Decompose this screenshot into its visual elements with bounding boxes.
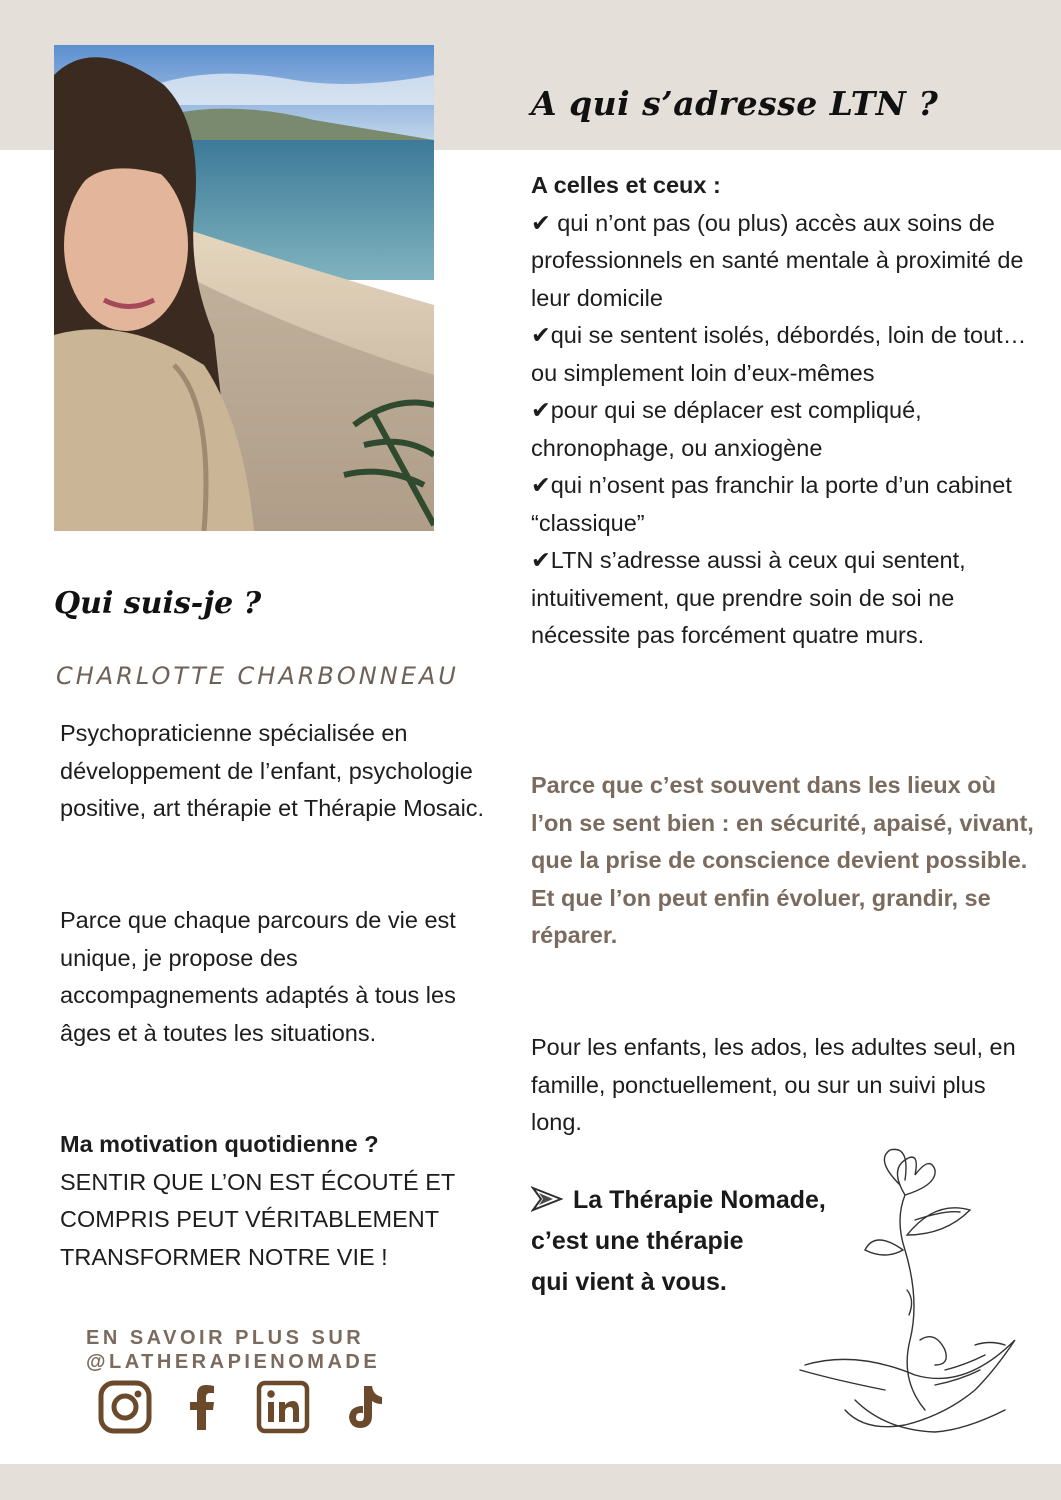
bio-paragraph-1: Psychopraticienne spécialisée en développement de l’enfant, psychologie positive, art thérapie et Thérapie Mosaic.	[60, 720, 485, 821]
play-arrow-icon	[531, 1186, 563, 1212]
closing-line-3: qui vient à vous.	[531, 1268, 727, 1296]
more-line-2[interactable]: @LATHERAPIENOMADE	[86, 1351, 381, 1373]
profile-heading: Qui suis-je ?	[54, 586, 262, 621]
because-paragraph: Parce que c’est souvent dans les lieux où l’on se sent bien : en sécurité, apaisé, vivant, que la prise de conscience devient possible. Et que l’on peut enfin évoluer, grandir, se réparer.	[531, 772, 1034, 948]
tiktok-icon[interactable]	[342, 1380, 386, 1434]
instagram-icon[interactable]	[98, 1380, 152, 1434]
motivation-label: Ma motivation quotidienne ?	[60, 1131, 379, 1157]
audience-list	[531, 167, 1041, 655]
profile-name: CHARLOTTE CHARBONNEAU	[56, 662, 459, 690]
closing-line-2: c’est une thérapie	[531, 1227, 744, 1255]
linkedin-icon[interactable]	[256, 1380, 310, 1434]
more-info	[86, 1326, 380, 1374]
portrait-photo	[54, 45, 434, 531]
bottom-band	[0, 1464, 1061, 1500]
flower-hand-illustration	[795, 1140, 1025, 1440]
audience-item: ✔pour qui se déplacer est compliqué, chronophage, ou anxiogène	[531, 397, 922, 461]
closing-line-1: La Thérapie Nomade,	[573, 1186, 826, 1214]
motivation-text: SENTIR QUE L’ON EST ÉCOUTÉ ET COMPRIS PEUT VÉRITABLEMENT TRANSFORMER NOTRE VIE !	[60, 1168, 455, 1270]
audience-item: ✔LTN s’adresse aussi à ceux qui sentent, intuitivement, que prendre soin de soi ne nécessite pas forcément quatre murs.	[531, 547, 966, 648]
audience-intro: A celles et ceux :	[531, 172, 721, 198]
bio-paragraph-2: Parce que chaque parcours de vie est unique, je propose des accompagnements adaptés à tous les âges et à toutes les situations.	[60, 907, 456, 1046]
motivation-block	[60, 1126, 500, 1276]
more-line-1: EN SAVOIR PLUS SUR	[86, 1327, 365, 1349]
facebook-icon[interactable]	[184, 1380, 218, 1434]
audience-title: A qui s’adresse LTN ?	[531, 84, 939, 123]
audience-item: ✔qui se sentent isolés, débordés, loin de tout… ou simplement loin d’eux-mêmes	[531, 322, 1027, 386]
audience-item: ✔qui n’osent pas franchir la porte d’un cabinet “classique”	[531, 472, 1012, 536]
audience-item: ✔ qui n’ont pas (ou plus) accès aux soins de professionnels en santé mentale à proximité de leur domicile	[531, 209, 1024, 311]
for-whom-paragraph: Pour les enfants, les ados, les adultes seul, en famille, ponctuellement, ou sur un suivi plus long.	[531, 1034, 1016, 1135]
